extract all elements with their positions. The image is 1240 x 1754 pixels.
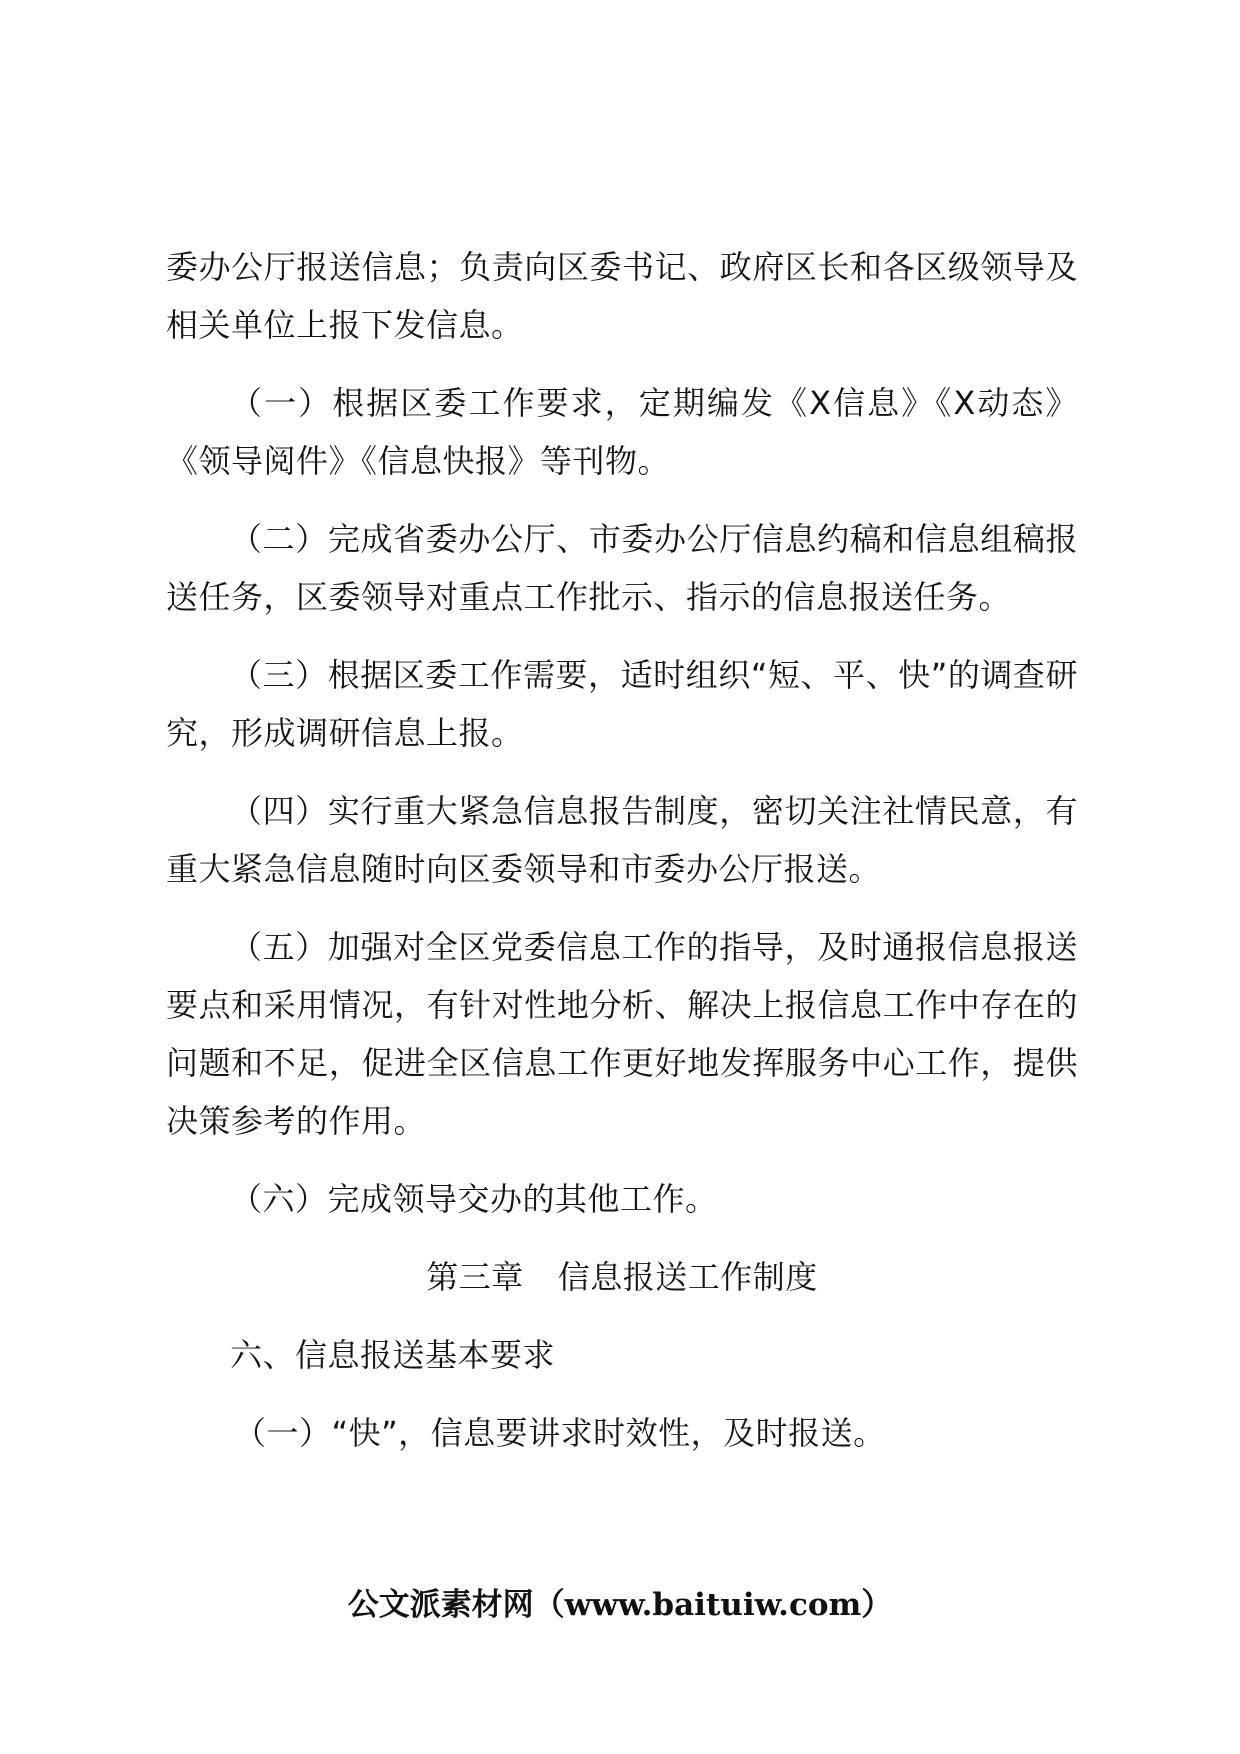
paragraph-item-4: （四）实行重大紧急信息报告制度，密切关注社情民意，有重大紧急信息随时向区委领导和市委办公厅报送。 [166, 792, 1078, 888]
paragraph-item-5: （五）加强对全区党委信息工作的指导，及时通报信息报送要点和采用情况，有针对性地分析、解决上报信息工作中存在的问题和不足，促进全区信息工作更好地发挥服务中心工作，提供决策参考的作用。 [166, 928, 1078, 1140]
paragraph-item-6: （六）完成领导交办的其他工作。 [230, 1180, 718, 1218]
paragraph-item-1: （一）根据区委工作要求，定期编发《X信息》《X动态》《领导阅件》《信息快报》等刊物。 [166, 384, 1078, 480]
section-heading: 六、信息报送基本要求 [230, 1336, 556, 1374]
chapter-title: 信息报送工作制度 [557, 1258, 818, 1296]
chapter-number: 第三章 [426, 1258, 524, 1296]
paragraph-item-3: （三）根据区委工作需要，适时组织“短、平、快”的调查研究，形成调研信息上报。 [166, 656, 1078, 752]
footer-watermark: 公文派素材网（www.baituiw.com） [347, 1587, 893, 1623]
paragraph-continuation: 委办公厅报送信息；负责向区委书记、政府区长和各区级领导及相关单位上报下发信息。 [166, 248, 1078, 344]
section-item-1: （一）“快”，信息要讲求时效性，及时报送。 [234, 1414, 886, 1452]
paragraph-item-2: （二）完成省委办公厅、市委办公厅信息约稿和信息组稿报送任务，区委领导对重点工作批示、指示的信息报送任务。 [166, 520, 1078, 616]
document-body [166, 238, 1078, 1482]
chapter-heading [166, 1248, 1078, 1306]
